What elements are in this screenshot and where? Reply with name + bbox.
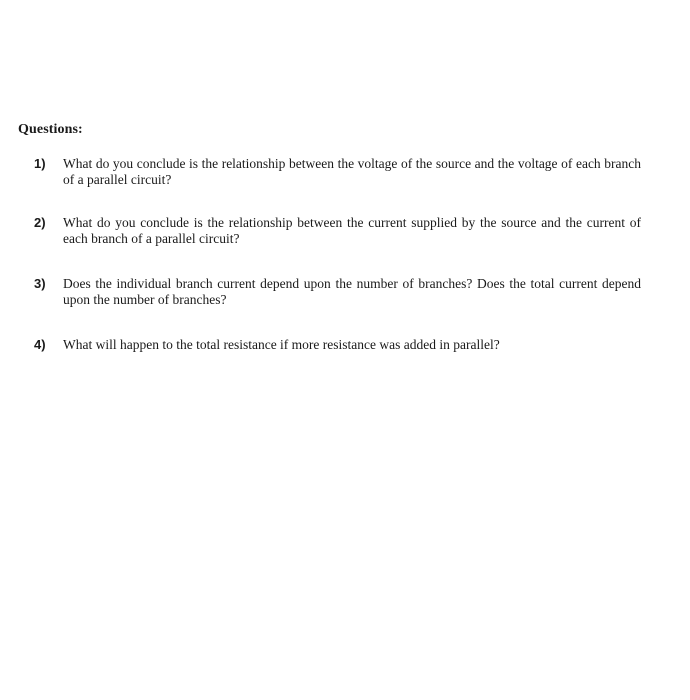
question-number: 3) xyxy=(34,276,46,291)
questions-heading: Questions: xyxy=(18,122,83,137)
question-number: 1) xyxy=(34,156,46,171)
question-text: What do you conclude is the relationship between the voltage of the source and the voltage of each branch of a parallel circuit? xyxy=(63,156,641,187)
question-text: What will happen to the total resistance if more resistance was added in parallel? xyxy=(63,337,500,352)
question-text: What do you conclude is the relationship between the current supplied by the source and the current of each branch of a parallel circuit? xyxy=(63,215,641,246)
question-number: 4) xyxy=(34,337,46,352)
question-text: Does the individual branch current depend upon the number of branches? Does the total current depend upon the number of branches? xyxy=(63,276,641,307)
question-number: 2) xyxy=(34,215,46,230)
